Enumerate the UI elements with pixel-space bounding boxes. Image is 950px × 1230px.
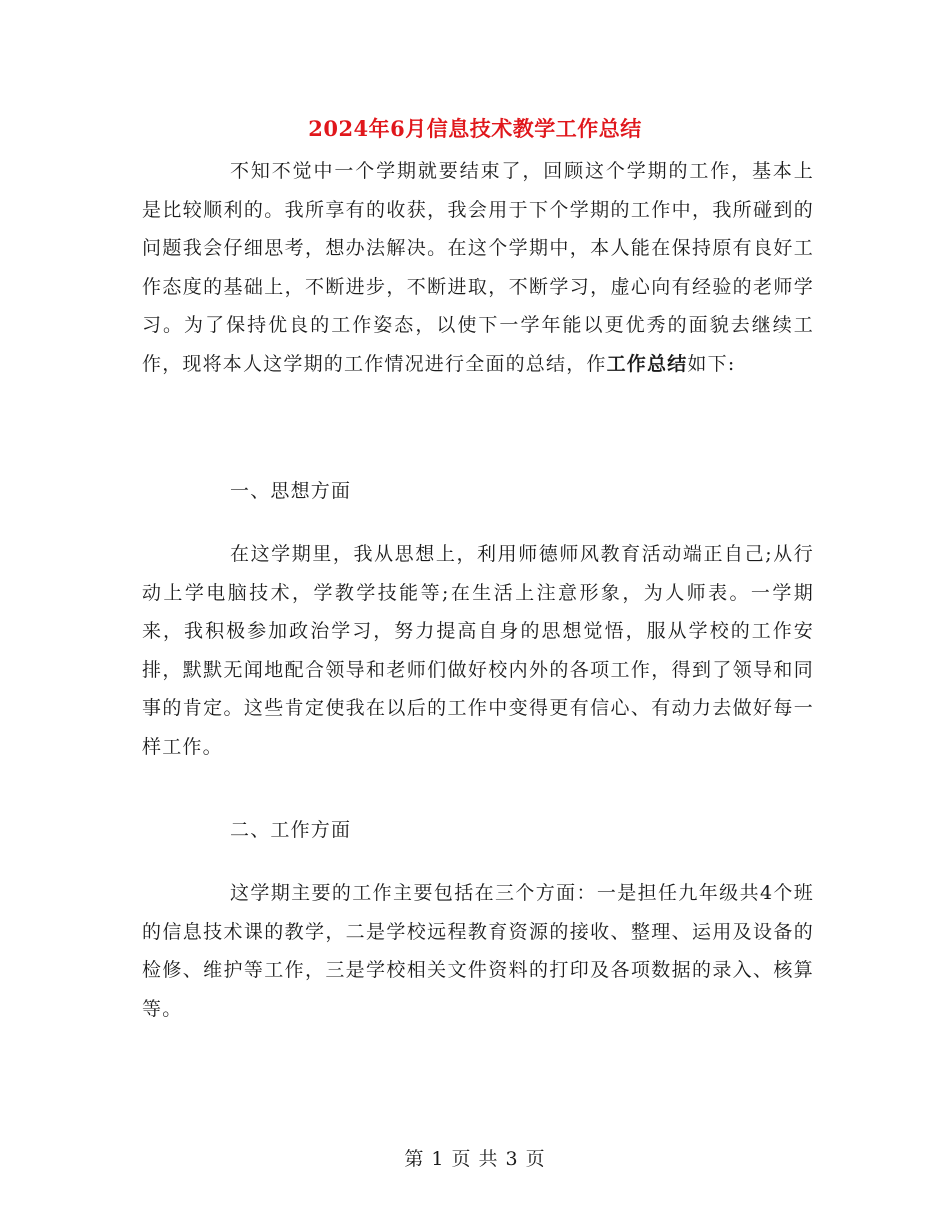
section-paragraph-thought: 在这学期里，我从思想上，利用师德师风教育活动端正自己;从行动上学电脑技术，学教学技能等;在生活上注意形象，为人师表。一学期来，我积极参加政治学习，努力提高自身的思想觉悟，服从学校的工作安排，默默无闻地配合领导和老师们做好校内外的各项工作，得到了领导和同事的肯定。这些肯定使我在以后的工作中变得更有信心、有动力去做好每一样工作。 — [142, 543, 814, 758]
section-paragraph-work: 这学期主要的工作主要包括在三个方面：一是担任九年级共4个班的信息技术课的教学，二是学校远程教育资源的接收、整理、运用及设备的检修、维护等工作，三是学校相关文件资料的打印及各项数据的录入、核算等。 — [142, 882, 814, 1020]
intro-text: 不知不觉中一个学期就要结束了，回顾这个学期的工作，基本上是比较顺利的。我所享有的收获，我会用于下个学期的工作中，我所碰到的问题我会仔细思考，想办法解决。在这个学期中，本人能在保持原有良好工作态度的基础上，不断进步，不断进取，不断学习，虚心向有经验的老师学习。为了保持优良的工作姿态，以使下一学年能以更优秀的面貌去继续工作，现将本人这学期的工作情况进行全面的总结，作 — [142, 160, 814, 375]
section-heading-work: 二、工作方面 — [230, 819, 352, 841]
document-title: 2024年6月信息技术教学工作总结 — [308, 116, 642, 141]
intro-paragraph — [142, 152, 814, 383]
intro-bold-keyword: 工作总结 — [606, 352, 688, 375]
intro-text-end: 如下: — [687, 352, 736, 375]
page-number-footer: 第 1 页 共 3 页 — [404, 1148, 546, 1170]
section-heading-thought: 一、思想方面 — [230, 480, 352, 502]
